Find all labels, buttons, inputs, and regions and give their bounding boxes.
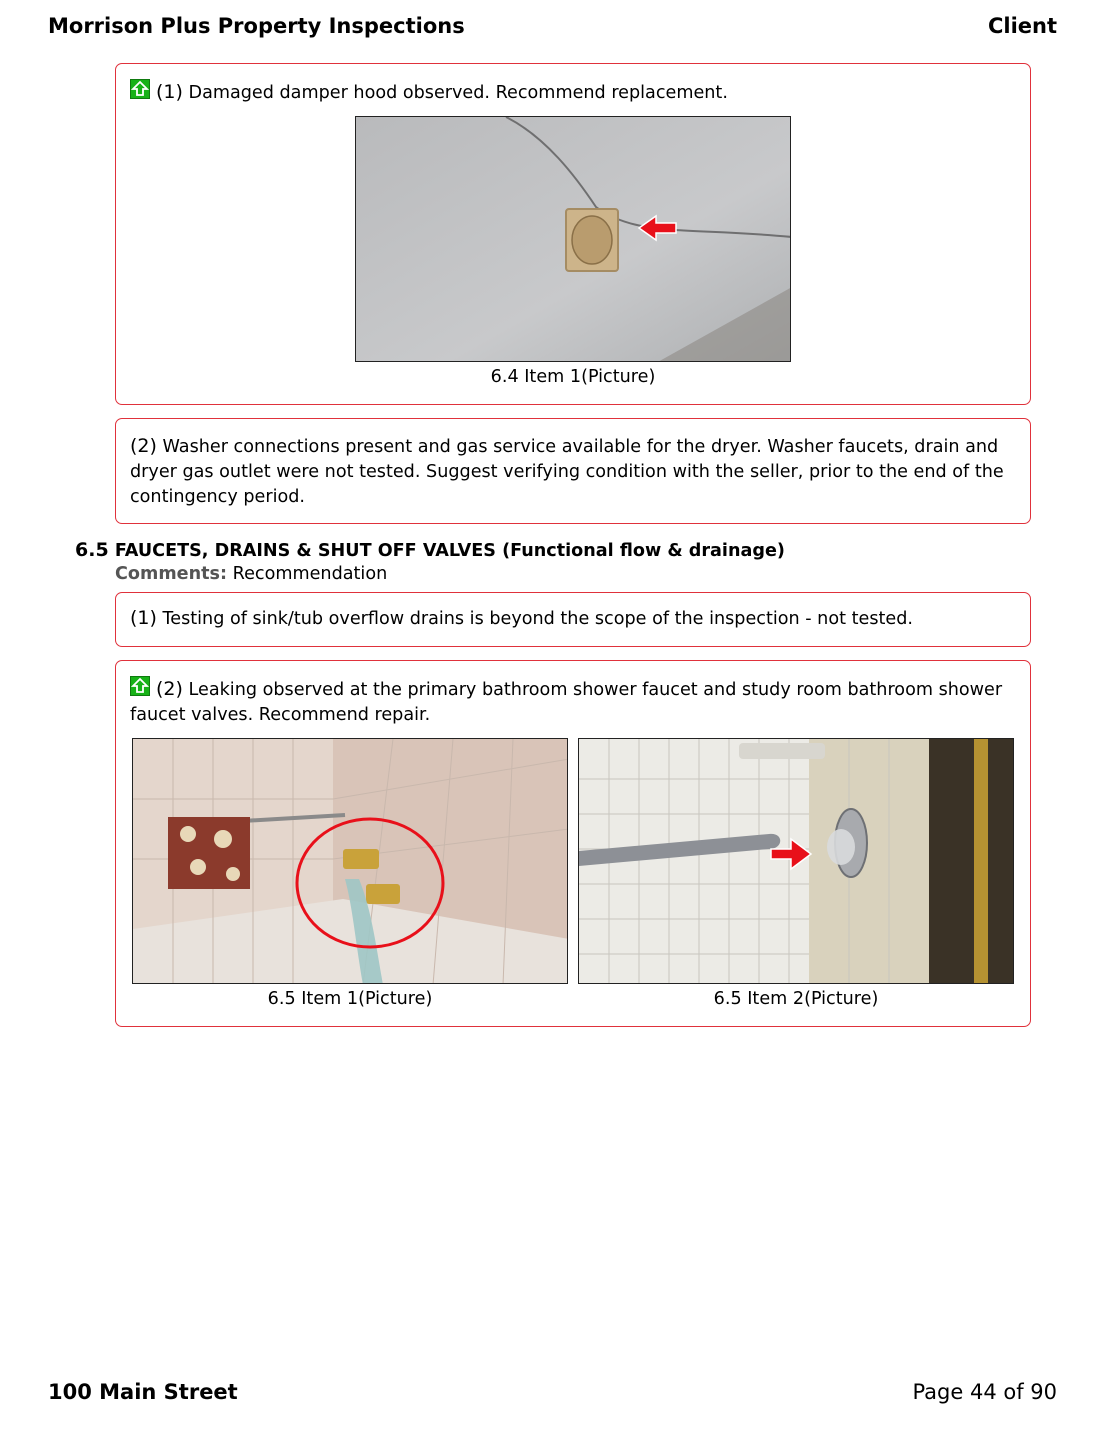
primary-bath-faucet-photo[interactable]: [132, 738, 568, 984]
section-title: FAUCETS, DRAINS & SHUT OFF VALVES (Functional flow & drainage): [114, 541, 785, 561]
recommend-up-arrow-icon: [130, 676, 150, 696]
comment-text-line: [130, 606, 1010, 632]
comment-text: Leaking observed at the primary bathroom shower faucet and study room bathroom shower faucet valves. Recommend repair.: [130, 680, 1003, 725]
comment-box-6-5-item-1: [115, 592, 1031, 647]
comments-label: Comments:: [115, 564, 228, 584]
report-company-name: Morrison Plus Property Inspections: [48, 14, 465, 38]
section-number: 6.5: [75, 539, 109, 561]
comments-value: Recommendation: [232, 564, 388, 584]
comment-box-6-5-item-2: [115, 660, 1031, 1027]
section-comments: [115, 564, 387, 584]
comment-text: Testing of sink/tub overflow drains is beyond the scope of the inspection - not tested.: [162, 609, 913, 629]
recommend-up-arrow-icon: [130, 79, 150, 99]
photo-caption: 6.5 Item 2(Picture): [713, 989, 879, 1009]
property-address: 100 Main Street: [48, 1380, 238, 1404]
item-number: (2): [156, 678, 183, 700]
item-number: (2): [130, 435, 157, 457]
photo-caption: 6.5 Item 1(Picture): [267, 989, 433, 1009]
page-number: Page 44 of 90: [912, 1380, 1057, 1404]
comment-text: Washer connections present and gas service available for the dryer. Washer faucets, drain and dryer gas outlet were not tested. Suggest verifying condition with the seller, prior to the end of the contingency period.: [130, 437, 1004, 507]
comment-box-6-4-item-1: [115, 63, 1031, 405]
section-heading: [75, 539, 785, 561]
comment-text-line: [130, 79, 1010, 106]
comment-box-6-4-item-2: [115, 418, 1031, 524]
photo-caption: 6.4 Item 1(Picture): [490, 367, 656, 387]
comment-text-line: [130, 676, 1010, 728]
study-bath-faucet-photo[interactable]: [578, 738, 1014, 984]
comment-text-line: [130, 434, 1010, 510]
damper-hood-photo[interactable]: [355, 116, 791, 362]
report-client-label: Client: [987, 14, 1057, 38]
item-number: (1): [156, 81, 183, 103]
item-number: (1): [130, 607, 157, 629]
comment-text: Damaged damper hood observed. Recommend replacement.: [188, 83, 728, 103]
